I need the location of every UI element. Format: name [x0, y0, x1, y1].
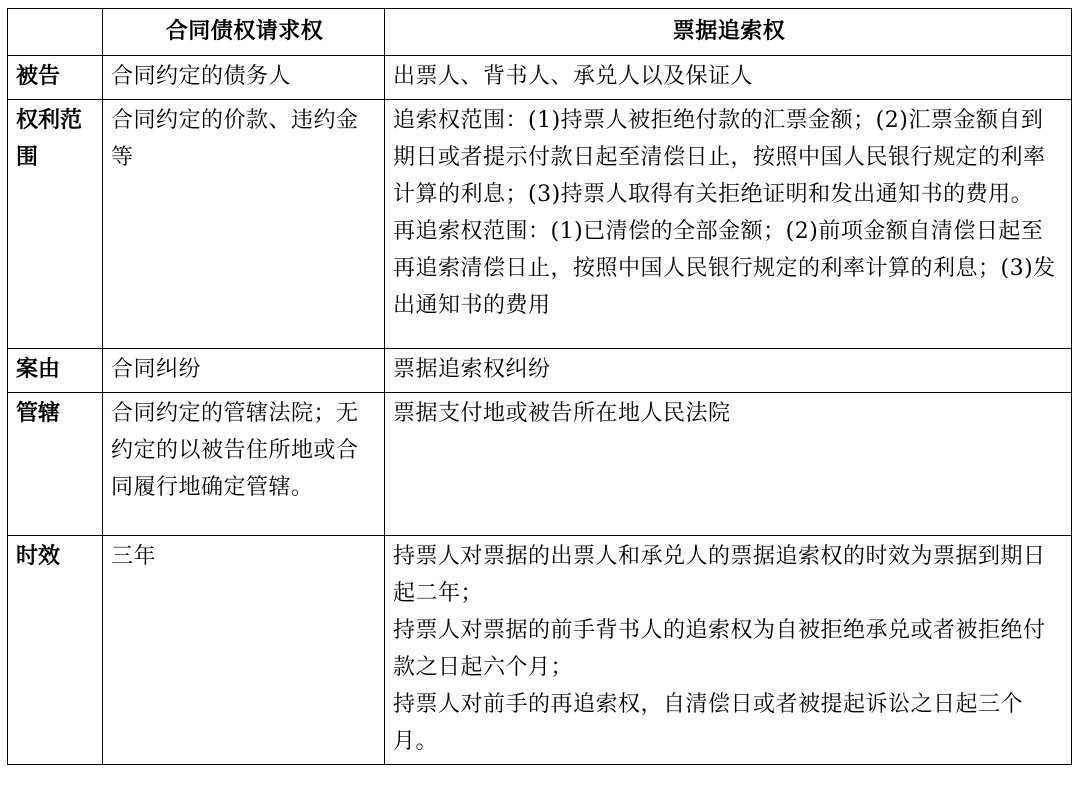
contract-scope-cell [103, 100, 385, 349]
recourse-scope-text: 追索权范围：(1)持票人被拒绝付款的汇票金额；(2)汇票金额自到期日或者提示付款日起至清偿日止，按照中国人民银行规定的利率计算的利息；(3)持票人取得有关拒绝证明和发出通知书的费用。 [393, 108, 1046, 207]
row-label-jurisdiction: 管辖 [8, 393, 103, 536]
table-header-row [8, 9, 1072, 56]
limitation-text-3: 持票人对前手的再追索权，自清偿日或者被提起诉讼之日起三个月。 [393, 692, 1024, 754]
bill-cause-cell [385, 349, 1072, 393]
contract-limitation-cell [103, 536, 385, 765]
row-label-cause: 案由 [8, 349, 103, 393]
contract-cause-cell [103, 349, 385, 393]
comparison-table [7, 8, 1072, 765]
cell-text: 合同约定的价款、违约金等 [111, 108, 359, 170]
table-row [8, 349, 1072, 393]
row-label-scope: 权利范围 [8, 100, 103, 349]
cell-text: 合同纠纷 [111, 357, 202, 382]
bill-limitation-cell [385, 536, 1072, 765]
row-label-defendant: 被告 [8, 56, 103, 100]
header-bill-recourse: 票据追索权 [385, 9, 1072, 56]
contract-jurisdiction-cell [103, 393, 385, 536]
cell-text: 合同约定的债务人 [111, 64, 292, 89]
row-label-limitation: 时效 [8, 536, 103, 765]
cell-text: 合同约定的管辖法院；无约定的以被告住所地或合同履行地确定管辖。 [111, 401, 359, 500]
table-row [8, 536, 1072, 765]
table-row [8, 100, 1072, 349]
cell-text: 票据支付地或被告所在地人民法院 [393, 401, 731, 426]
cell-text: 出票人、背书人、承兑人以及保证人 [393, 64, 754, 89]
bill-scope-cell [385, 100, 1072, 349]
header-blank-cell [8, 9, 103, 56]
table-row [8, 56, 1072, 100]
bill-jurisdiction-cell [385, 393, 1072, 536]
cell-text: 三年 [111, 544, 157, 569]
contract-defendant-cell [103, 56, 385, 100]
limitation-text-2: 持票人对票据的前手背书人的追索权为自被拒绝承兑或者被拒绝付款之日起六个月； [393, 618, 1046, 680]
re-recourse-scope-text: 再追索权范围：(1)已清偿的全部金额；(2)前项金额自清偿日起至再追索清偿日止，按照中国人民银行规定的利率计算的利息；(3)发出通知书的费用 [393, 219, 1056, 318]
bill-defendant-cell [385, 56, 1072, 100]
cell-text: 票据追索权纠纷 [393, 357, 551, 382]
table-row [8, 393, 1072, 536]
header-contract-claim: 合同债权请求权 [103, 9, 385, 56]
limitation-text-1: 持票人对票据的出票人和承兑人的票据追索权的时效为票据到期日起二年； [393, 544, 1046, 606]
